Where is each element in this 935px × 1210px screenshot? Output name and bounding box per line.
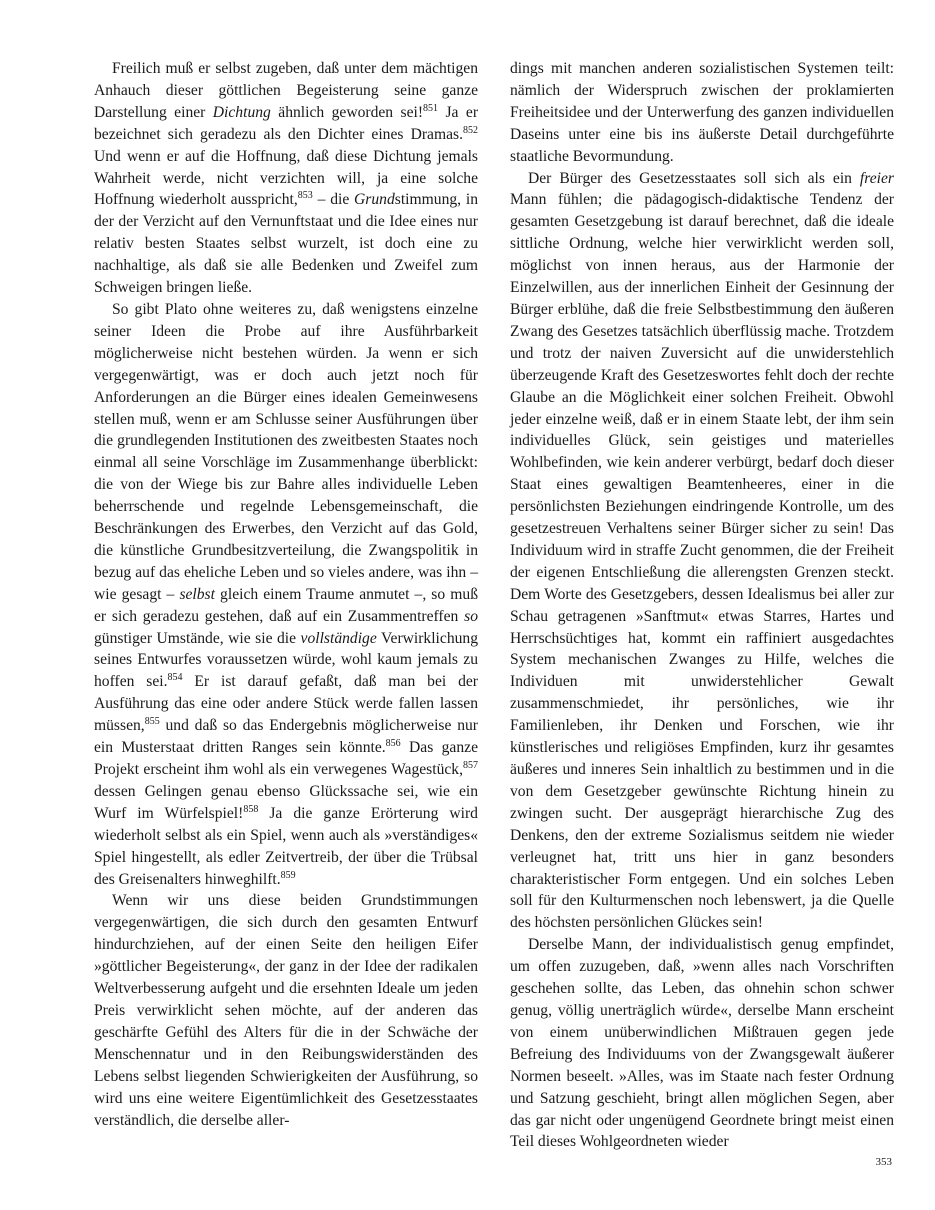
footnote-ref: 854 bbox=[167, 672, 183, 684]
right-column bbox=[510, 58, 894, 1153]
footnote-ref: 852 bbox=[463, 124, 478, 136]
footnote-ref: 859 bbox=[280, 869, 296, 881]
paragraph: Wenn wir uns diese beiden Grundstimmungen vergegenwärtigen, die sich durch den gesamten Entwurf hindurchziehen, auf der einen Seite den heiligen Eifer »göttlicher Begeisterung«, der ganz in der Idee der radikalen Weltverbesserung aufgeht und die ersehnten Ideale um jeden Preis verwirklicht sehen möchte, auf der anderen das geschärfte Gefühl des Alters für die in der Schwäche der Menschennatur und in den Reibungswiderständen des Lebens selbst liegenden Schwierigkeiten der Ausführung, so wird uns eine weitere Eigentümlichkeit des Gesetzesstaates verständlich, die derselbe aller- bbox=[94, 892, 478, 1129]
footnote-ref: 856 bbox=[385, 737, 401, 749]
paragraph: So gibt Plato ohne weiteres zu, daß wenigstens einzelne seiner Ideen die Probe auf ihre Ausführbarkeit möglicherweise nicht bestehen würden. Ja wenn er sich vergegenwärtigt, was er doch auch jetzt noch für Anforderungen an die Bürger eines idealen Gemeinwesens stellen muß, wenn er am Schlusse seiner Ausführungen über die grundlegenden Institutionen des zweitbesten Staates noch einmal all seine Vorschläge im Zusammenhange überblickt: die von der Wiege bis zur Bahre alles individuelle Leben beherrschende und regelnde Lebensgemeinschaft, die Beschränkungen des Erwerbes, den Verzicht auf das Gold, die künstliche Grundbesitzverteilung, die Zwangspolitik in bezug auf das eheliche Leben und so vieles andere, was ihn – wie gesagt – selbst gleich einem Traume anmutet –, so muß er sich geradezu gestehen, daß auf ein Zusammentreffen so günstiger Umstände, wie sie die vollständige Verwirklichung seines Entwurfes voraussetzen würde, wohl kaum jemals zu hoffen sei.$^{854}$ Er ist darauf gefaßt, daß man bei der Ausführung das eine oder andere Stück werde fallen lassen müssen,$^{855}$ und daß so das Endergebnis möglicherweise nur ein Musterstaat dritten Ranges sein könnte.$^{856}$ Das ganze Projekt erscheint ihm wohl als ein verwegenes Wagestück,$^{857}$ dessen Gelingen genau ebenso Glückssache sei, wie ein Wurf im Würfelspiel!$^{858}$ Ja die ganze Erörterung wird wiederholt selbst als ein Spiel, wenn auch als »verständiges« Spiel hingestellt, als edler Zeitvertreib, der über die Trübsal des Greisenalters hinweghilft.$^{859}$ bbox=[94, 300, 479, 888]
paragraph: Freilich muß er selbst zugeben, daß unter dem mächtigen Anhauch dieser göttlichen Begeisterung seine ganze Darstellung einer Dichtung ähnlich geworden sei!$^{851}$ Ja er bezeichnet sich geradezu als den Dichter eines Dramas.$^{852}$ Und wenn er auf die Hoffnung, daß diese Dichtung jemals Wahrheit werde, nicht verzichten will, ja eine solche Hoffnung wiederholt ausspricht,$^{853}$ – die Grundstimmung, in der der Verzicht auf den Vernunftstaat und die Idee eines nur relativ besten Staates selbst wurzelt, ist doch eine zu nachhaltige, als daß sie alle Bedenken und Zweifel zum Schweigen bringen ließe. bbox=[94, 60, 479, 297]
footnote-ref: 853 bbox=[297, 190, 313, 202]
page-number: 353 bbox=[875, 1156, 892, 1168]
footnote-ref: 858 bbox=[243, 803, 259, 815]
paragraph: dings mit manchen anderen sozialistischen Systemen teilt: nämlich der Widerspruch zwischen der proklamierten Freiheitsidee und der Unterwerfung des ganzen individuellen Daseins unter eine bis ins äußerste Detail durchgeführte staatliche Bevormundung. bbox=[510, 60, 894, 165]
paragraph: Derselbe Mann, der individualistisch genug empfindet, um offen zuzugeben, daß, »wenn alles nach Vorschriften geschehen sollte, das Leben, das ohnehin schon schwer genug, völlig unerträglich würde«, derselbe Mann erscheint von einem unüberwindlichen Mißtrauen gegen jede Befreiung des Individuums von der Zwangsgewalt äußerer Normen beseelt. »Alles, was im Staate nach fester Ordnung und Satzung geschieht, bringt allen möglichen Segen, aber das gar nicht oder ungenügend Geordnete bringt meist einen Teil dieses Wohlgeordneten wieder bbox=[510, 936, 894, 1151]
paragraph: Der Bürger des Gesetzesstaates soll sich als ein freier Mann fühlen; die pädagogisch-didaktische Tendenz der gesamten Gesetzgebung ist darauf berechnet, daß die ideale sittliche Ordnung, welche hier verwirklicht werden soll, möglichst von innen heraus, aus der Harmonie der Einzelwillen, aus der innerlichen Einheit der Gesinnung der Bürger erblühe, daß die freie Selbstbestimmung den äußeren Zwang des Gesetzes tatsächlich überflüssig mache. Trotzdem und trotz der naiven Zuversicht auf die unwiderstehlich überzeugende Kraft des Gesetzeswortes fehlt doch der rechte Glaube an die Möglichkeit einer solchen Freiheit. Obwohl jeder einzelne weiß, daß er in einem Staate lebt, der ihm sein individuelles Glück, sein geistiges und materielles Wohlbefinden, wie kein anderer verbürgt, bedarf doch dieser Staat eines gewaltigen Beamtenheeres, einer in die persönlichsten Beziehungen eindringende Kontrolle, um des gesetzestreuen Verhaltens seiner Bürger sicher zu sein! Das Individuum wird in straffe Zucht genommen, die der Freiheit der eigenen Entschließung die allerengsten Grenzen steckt. Dem Worte des Gesetzgebers, dessen Idealismus bei aller zur Schau getragenen »Sanftmut« etwas Starres, Hartes und Herrschsüchtiges hat, kommt ein raffiniert ausgedachtes System mechanischen Zwanges zu Hilfe, welches die Individuen mit unwiderstehlicher Gewalt zusammenschmiedet, ihr persönliches, wie ihr Familienleben, ihr Denken und Forschen, wie ihr künstlerisches und religiöses Empfinden, kurz ihr gesamtes äußeres und inneres Sein inhaltlich zu bestimmen und in die von dem Gesetzgeber gewünschte Richtung hinein zu zwingen sucht. Der ausgeprägt hierarchische Zug des Denkens, den der extreme Sozialismus seitdem nie wieder verleugnet hat, tritt uns hier in ganz besonders charakteristischer Form entgegen. Und ein solches Leben soll für den Kulturmenschen noch lebenswert, ja die Quelle des höchsten persönlichen Glückes sein! bbox=[510, 169, 894, 932]
footnote-ref: 851 bbox=[423, 102, 439, 114]
left-column bbox=[94, 58, 478, 1131]
footnote-ref: 855 bbox=[144, 716, 160, 727]
footnote-ref: 857 bbox=[463, 759, 478, 771]
